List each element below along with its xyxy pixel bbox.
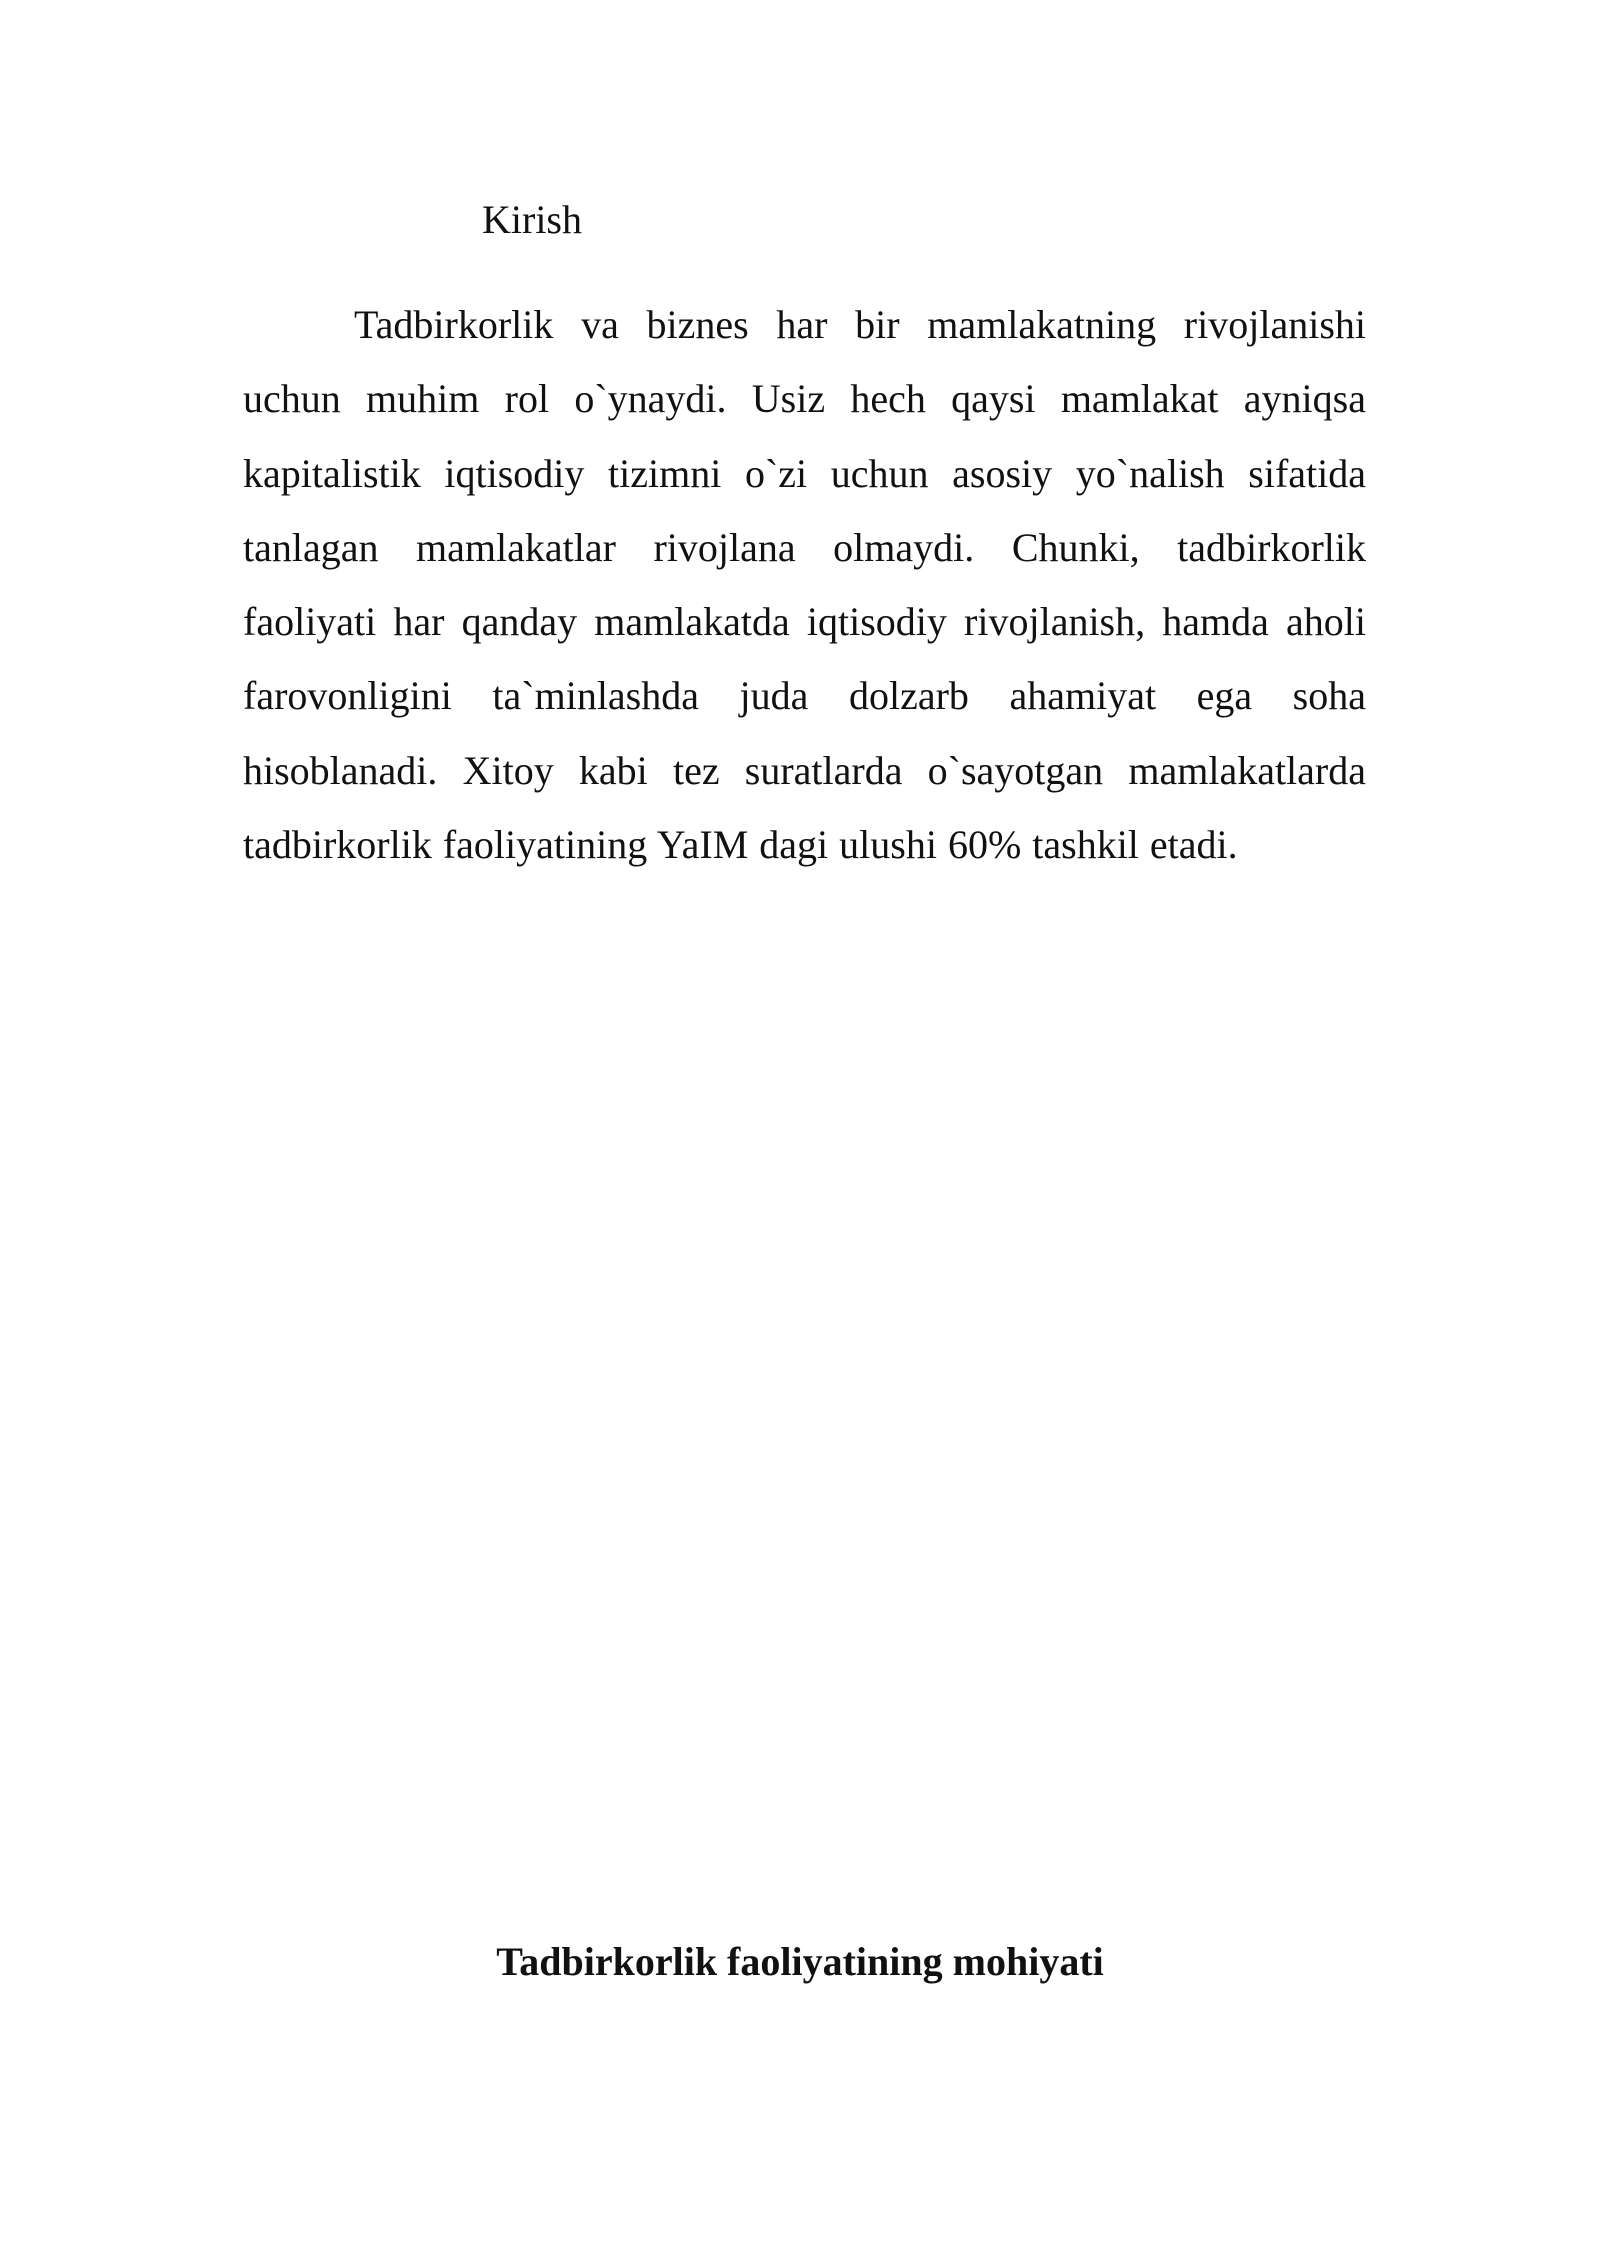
- section-heading: Tadbirkorlik faoliyatining mohiyati: [496, 1939, 1104, 1984]
- intro-heading: Kirish: [482, 197, 582, 242]
- intro-paragraph: Tadbirkorlik va biznes har bir mamlakatning rivojlanishi uchun muhim rol o`ynaydi. Usiz hech qaysi mamlakat ayniqsa kapitalistik iqtisodiy tizimni o`zi uchun asosiy yo`nalish sifatida tanlagan mamlakatlar rivojlana olmaydi. Chunki, tadbirkorlik faoliyati har qanday mamlakatda iqtisodiy rivojlanish, hamda aholi farovonligini ta`minlashda juda dolzarb ahamiyat ega soha hisoblanadi. Xitoy kabi tez suratlarda o`sayotgan mamlakatlarda tadbirkorlik faoliyatining YaIM dagi ulushi 60% tashkil etadi.: [243, 302, 1366, 868]
